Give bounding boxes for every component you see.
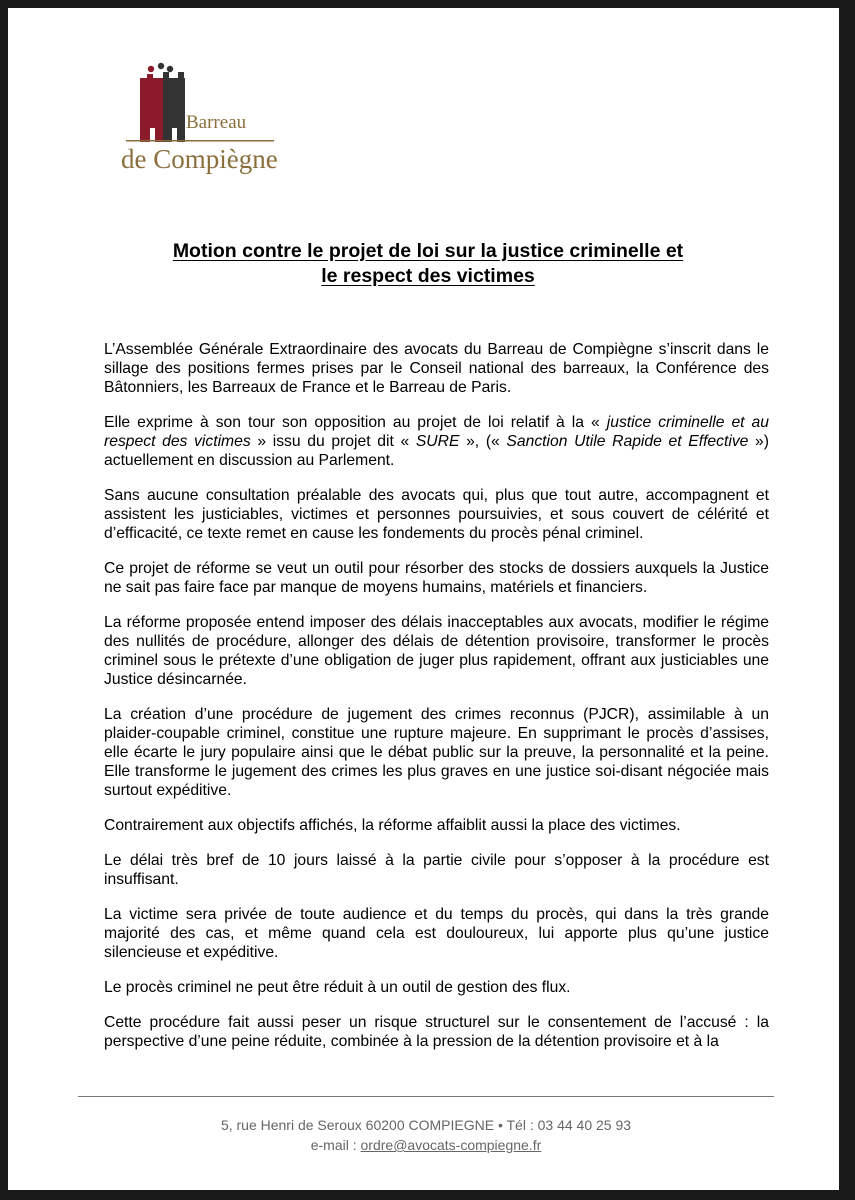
paragraph: Sans aucune consultation préalable des avocats qui, plus que tout autre, accompagnent et assistent les justiciables, victimes et personnes poursuivies, et sous couvert de célérité et d’efficacité, ce texte remet en cause les fondements du procès pénal criminel.	[104, 487, 769, 542]
paragraph: Le délai très bref de 10 jours laissé à la partie civile pour s’opposer à la procédure est insuffisant.	[104, 852, 769, 888]
footer-email-line	[78, 1135, 774, 1155]
paragraph: Cette procédure fait aussi peser un risque structurel sur le consentement de l’accusé : la perspective d’une peine réduite, combinée à la pression de la détention provisoire et à la	[104, 1014, 769, 1050]
paragraph: La réforme proposée entend imposer des délais inacceptables aux avocats, modifier le régime des nullités de procédure, allonger des délais de détention provisoire, transformer le procès criminel sous le prétexte d’une obligation de juger plus rapidement, offrant aux justiciables une Justice désincarnée.	[104, 614, 769, 688]
paragraph: Elle exprime à son tour son opposition au projet de loi relatif à la « justice criminelle et au respect des victimes » issu du projet dit « SURE », (« Sanction Utile Rapide et Effective ») actuellement en discussion au Parlement.	[104, 414, 770, 469]
logo-gold-rule	[126, 140, 274, 142]
logo-dot	[167, 66, 173, 72]
paragraph: L’Assemblée Générale Extraordinaire des avocats du Barreau de Compiègne s’inscrit dans le sillage des positions fermes prises par le Conseil national des barreaux, la Conférence des Bâtonniers, les Barreaux de France et le Barreau de Paris.	[104, 341, 769, 396]
logo-dot	[148, 66, 154, 72]
document-body	[104, 340, 769, 1051]
document-page	[8, 8, 839, 1190]
paragraph: La création d’une procédure de jugement des crimes reconnus (PJCR), assimilable à un plaider-coupable criminel, constitue une rupture majeure. En supprimant le procès d’assises, elle écarte le jury populaire ainsi que le débat public sur la preuve, la personnalité et la peine. Elle transforme le jugement des crimes les plus graves en une justice soi-disant négociée mais surtout expéditive.	[104, 706, 769, 799]
paragraph: Le procès criminel ne peut être réduit à un outil de gestion des flux.	[104, 979, 571, 996]
footer-address: 5, rue Henri de Seroux 60200 COMPIEGNE • Tél : 03 44 40 25 93	[220, 1117, 632, 1133]
logo-dot	[158, 63, 164, 69]
logo-text-barreau: Barreau	[186, 112, 247, 133]
paragraph: Contrairement aux objectifs affichés, la réforme affaiblit aussi la place des victimes.	[104, 817, 681, 834]
page-footer	[78, 1115, 774, 1155]
title-line-2: le respect des victimes	[321, 265, 535, 287]
paragraph: Ce projet de réforme se veut un outil pour résorber des stocks de dossiers auxquels la Justice ne sait pas faire face par manque de moyens humains, matériels et financiers.	[104, 560, 769, 596]
title-line-1: Motion contre le projet de loi sur la justice criminelle et	[172, 240, 684, 262]
document-title	[103, 239, 753, 289]
footer-email-label: e-mail :	[310, 1137, 361, 1153]
logo-text-compiegne: de Compiègne	[121, 144, 278, 174]
paragraph: La victime sera privée de toute audience et du temps du procès, qui dans la très grande majorité des cas, et même quand cela est douloureux, lui apporte plus qu’une justice silencieuse et expéditive.	[104, 906, 769, 961]
email-link[interactable]: ordre@avocats-compiegne.fr	[360, 1137, 542, 1153]
footer-divider	[78, 1096, 774, 1097]
